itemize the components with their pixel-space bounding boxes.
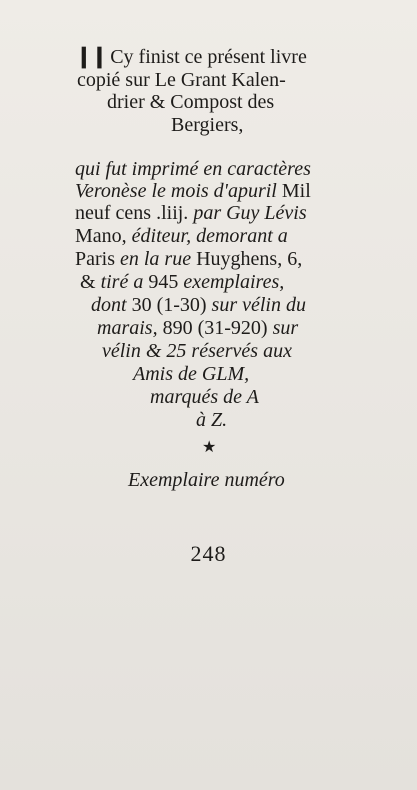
body-line-10: Amis de GLM, [133,363,250,385]
body-line-12: à Z. [196,409,228,431]
body-line-7: dont 30 (1-30) sur vélin du [91,294,306,316]
body-line-11: marqués de A [150,386,259,408]
body-line-3: neuf cens .liij. par Guy Lévis [75,202,307,224]
colophon-line-3: drier & Compost des [107,91,275,113]
body-line-9: vélin & 25 réservés aux [102,340,292,362]
body-line-8: marais, 890 (31-920) sur [97,317,299,339]
body-line-5: Paris en la rue Huyghens, 6, [75,248,303,270]
paragraph-mark-icon: ❙❙ [75,44,107,68]
body-line-1: qui fut imprimé en caractères [75,158,311,180]
copy-label: Exemplaire numéro [128,469,285,491]
colophon-line-1: ❙❙ Cy finist ce présent livre [75,44,307,68]
copy-number: 248 [190,541,227,566]
body-line-4: Mano, éditeur, demorant a [75,225,288,247]
colophon-line-2: copié sur Le Grant Kalen- [77,69,286,91]
body-line-6: & tiré a 945 exemplaires, [80,271,285,293]
star-ornament-icon: ★ [202,439,217,456]
colophon-line-4: Bergiers, [171,114,244,136]
body-line-2: Veronèse le mois d'apuril Mil [75,180,311,202]
